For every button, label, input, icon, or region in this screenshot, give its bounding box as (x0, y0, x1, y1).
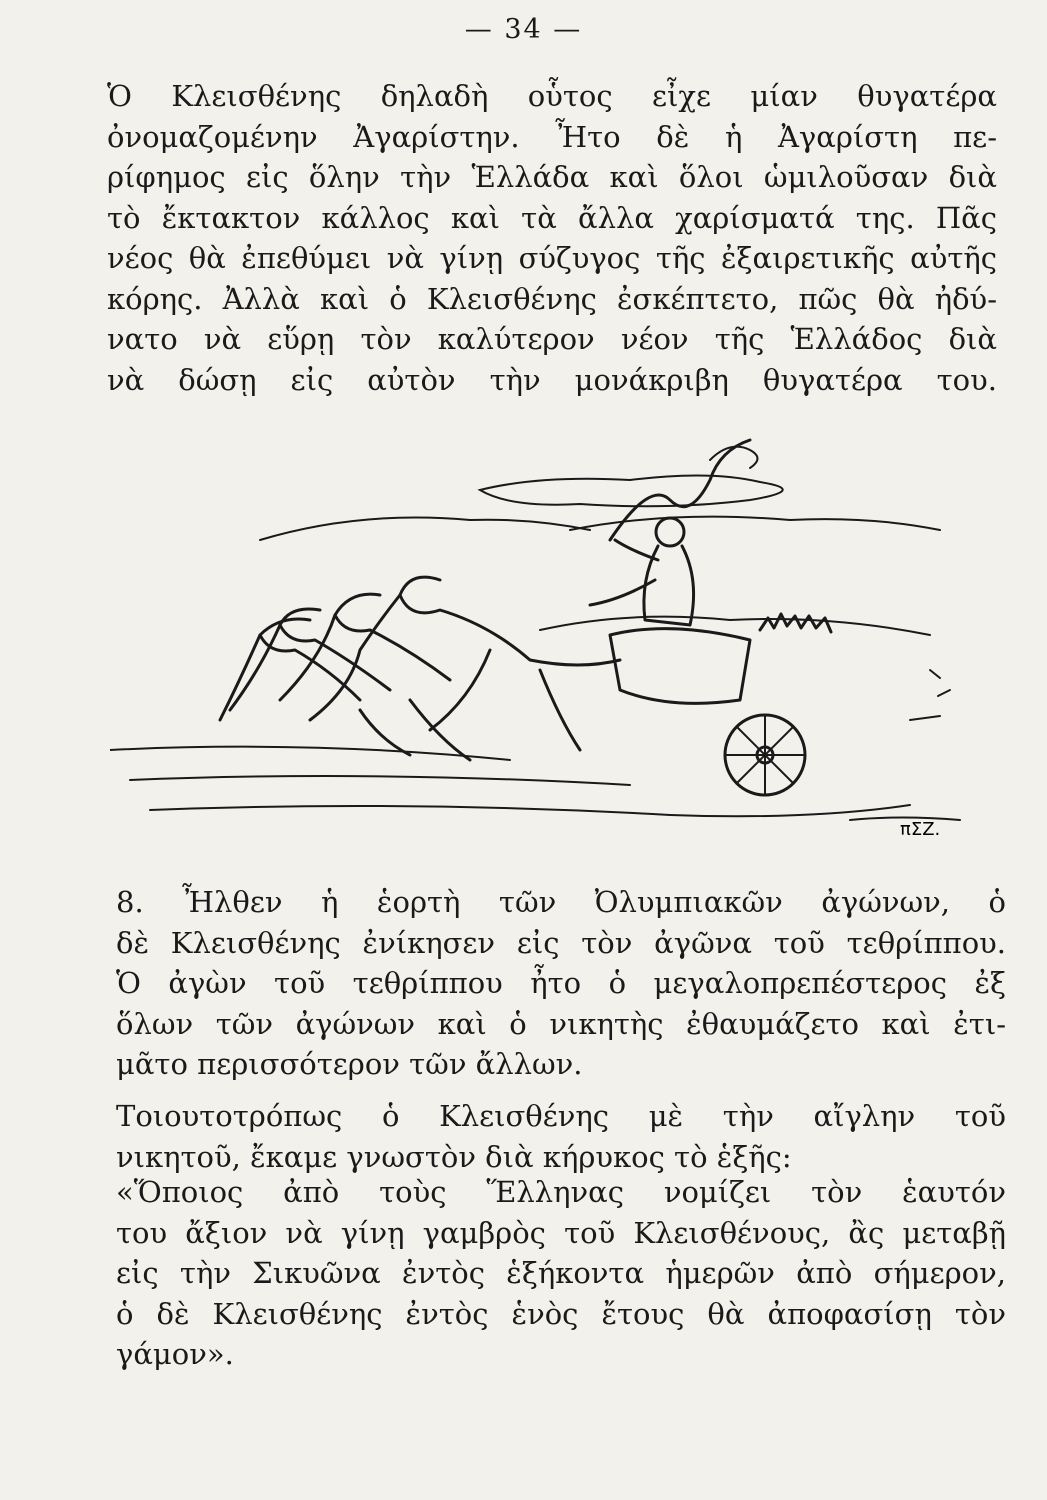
text-line: τὸ ἔκτακτον κάλλος καὶ τὰ ἄλλα χαρίσματά της. Πᾶς (107, 200, 997, 235)
text-line: μᾶτο περισσότερον τῶν ἄλλων. (116, 1047, 583, 1081)
text-line: ὅλων τῶν ἀγώνων καὶ ὁ νικητὴς ἐθαυμάζετο καὶ ἐτι- (116, 1006, 1006, 1041)
text-line: νέος θὰ ἐπεθύμει νὰ γίνῃ σύζυγος τῆς ἐξαιρετικῆς αὐτῆς (107, 241, 997, 275)
text-line: Τοιουτοτρόπως ὁ Κλεισθένης μὲ τὴν αἴγλην τοῦ (116, 1099, 1006, 1133)
chariot-drawing (110, 420, 1000, 860)
text-line: «Ὅποιος ἀπὸ τοὺς Ἕλληνας νομίζει τὸν ἑαυτόν (116, 1175, 1006, 1209)
paragraph-agariste (107, 76, 997, 400)
text-line: Ὁ ἀγὼν τοῦ τεθρίππου ἦτο ὁ μεγαλοπρεπέστερος ἐξ (116, 966, 1006, 1000)
artist-signature: πΣΖ. (900, 819, 941, 840)
horse-group (220, 577, 620, 760)
text-line: ὀνομαζομένην Ἀγαρίστην. Ἦτο δὲ ἡ Ἀγαρίστη πε- (107, 119, 997, 154)
text-line: Ὁ Κλεισθένης δηλαδὴ οὗτος εἶχε μίαν θυγατέρα (107, 79, 997, 113)
text-line: του ἄξιον νὰ γίνῃ γαμβρὸς τοῦ Κλεισθένους, ἂς μεταβῇ (116, 1215, 1006, 1250)
paragraph-olympic-games (116, 882, 1006, 1085)
page-number: — 34 — (464, 14, 583, 45)
text-line: νικητοῦ, ἔκαμε γνωστὸν διὰ κήρυκος τὸ ἑξῆς: (116, 1139, 792, 1174)
text-line: νὰ δώσῃ εἰς αὐτὸν τὴν μονάκριβη θυγατέρα του. (107, 362, 997, 397)
paragraph-herald (116, 1096, 1006, 1177)
text-line: νατο νὰ εὕρῃ τὸν καλύτερον νέον τῆς Ἑλλάδος διὰ (107, 322, 997, 356)
text-line: ὁ δὲ Κλεισθένης ἐντὸς ἑνὸς ἔτους θὰ ἀποφασίσῃ τὸν (116, 1296, 1006, 1331)
text-line: εἰς τὴν Σικυῶνα ἐντὸς ἑξήκοντα ἡμερῶν ἀπὸ σήμερον, (116, 1256, 1006, 1290)
text-line: γάμον». (116, 1337, 234, 1371)
text-line: κόρης. Ἀλλὰ καὶ ὁ Κλεισθένης ἐσκέπτετο, πῶς θὰ ἠδύ- (107, 281, 997, 316)
text-line: 8. Ἦλθεν ἡ ἑορτὴ τῶν Ὀλυμπιακῶν ἀγώνων, ὁ (116, 885, 1006, 919)
text-line: ρίφημος εἰς ὅλην τὴν Ἑλλάδα καὶ ὅλοι ὡμιλοῦσαν διὰ (107, 160, 997, 194)
text-line: δὲ Κλεισθένης ἐνίκησεν εἰς τὸν ἀγῶνα τοῦ τεθρίππου. (116, 925, 1006, 960)
chariot-race-illustration (110, 420, 1000, 860)
paragraph-announcement (116, 1172, 1006, 1375)
